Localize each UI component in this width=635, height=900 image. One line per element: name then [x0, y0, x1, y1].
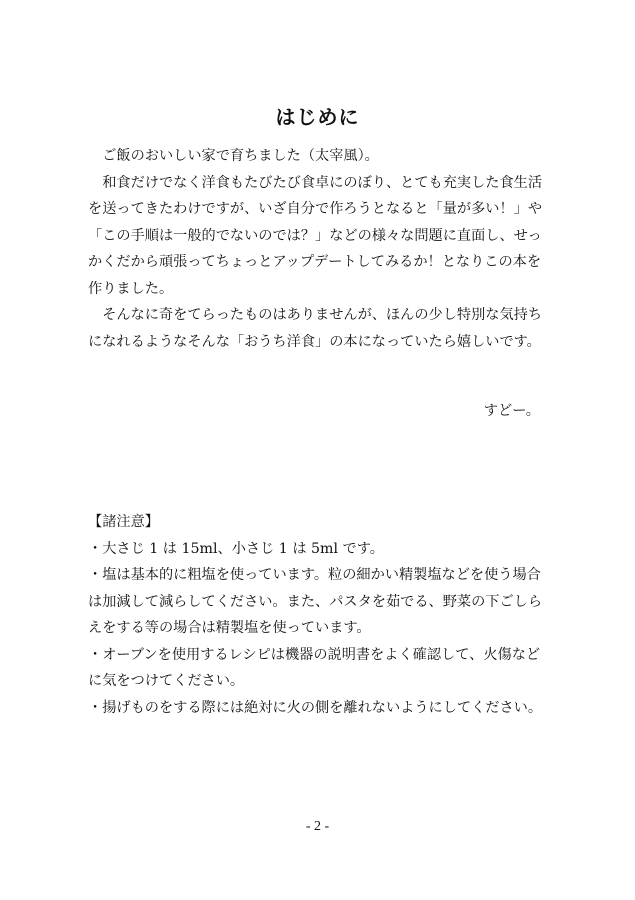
- notes-section: [88, 509, 548, 721]
- notes-heading: 【諸注意】: [88, 514, 159, 530]
- note-item: ・大さじ 1 は 15ml、小さじ 1 は 5ml です。: [88, 540, 384, 557]
- intro-section: [88, 143, 548, 355]
- author-signature: すどー。: [483, 403, 540, 419]
- intro-paragraph: ご飯のおいしい家で育ちました（太宰風）。: [102, 148, 379, 164]
- note-item: ・オーブンを使用するレシピは機器の説明書をよく確認して、火傷などに気をつけてください。: [88, 646, 541, 689]
- notes-list: [88, 536, 548, 722]
- intro-paragraph: 和食だけでなく洋食もたびたび食卓にのぼり、とても充実した食生活を送ってきたわけですが、いざ自分で作ろうとなると「量が多い！」や「この手順は一般的でないのでは？」などの様々な問題に直面し、せっかくだから頑張ってちょっとアップデートしてみるか！となりこの本を作りました。: [88, 174, 543, 297]
- note-item: ・揚げものをする際には絶対に火の側を離れないようにしてください。: [88, 699, 543, 716]
- note-item: ・塩は基本的に粗塩を使っています。粒の細かい精製塩などを使う場合は加減して減らしてください。また、パスタを茹でる、野菜の下ごしらえをする等の場合は精製塩を使っています。: [88, 567, 543, 636]
- page-number: - 2 -: [305, 819, 330, 834]
- page-title: はじめに: [275, 105, 360, 130]
- intro-paragraph: そんなに奇をてらったものはありませんが、ほんの少し特別な気持ちになれるようなそんな「おうち洋食」の本になっていたら嬉しいです。: [88, 307, 543, 350]
